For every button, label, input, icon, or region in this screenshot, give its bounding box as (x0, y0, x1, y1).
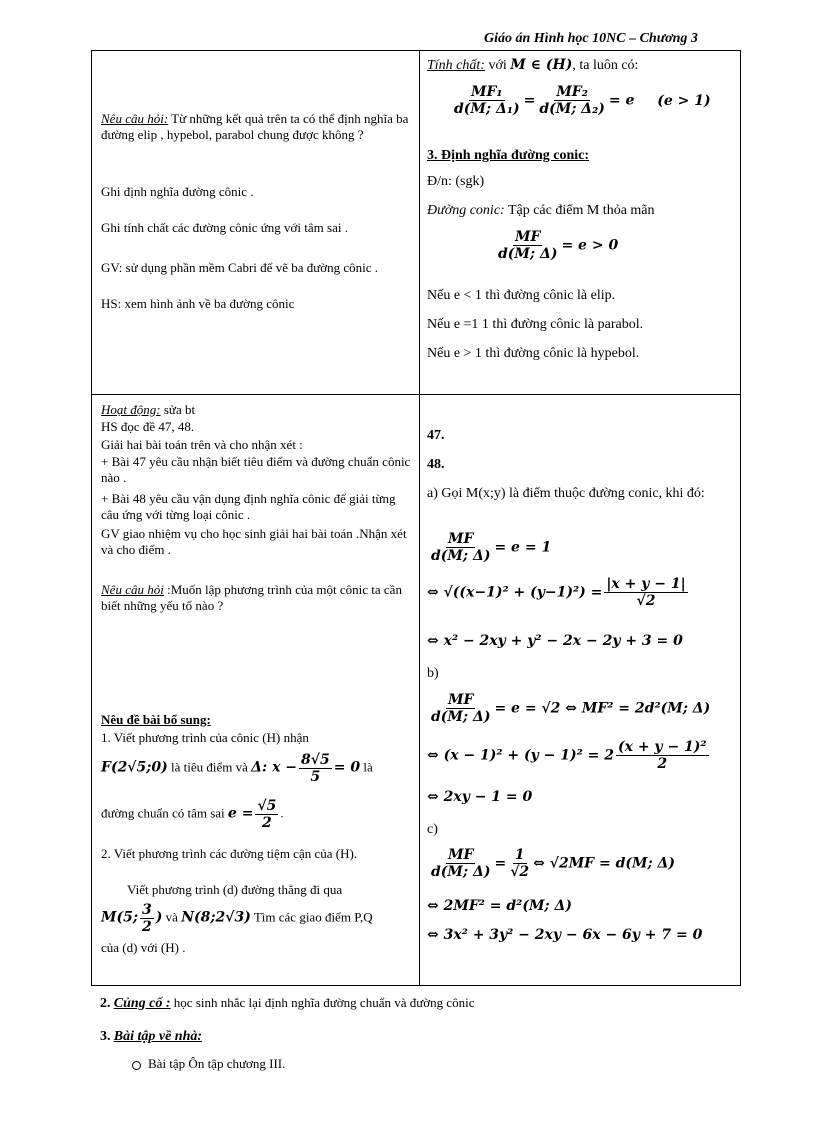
text: Tập các điểm M thỏa mãn (504, 203, 655, 218)
property-line (427, 57, 638, 74)
text: và (162, 909, 182, 925)
fraction-denominator: d(M; Δ) (498, 246, 558, 262)
item-number: 3. (100, 1029, 111, 1044)
b-equation-1 (427, 692, 710, 725)
text: :Muốn lập phương trình của một cônic ta cần biết những yếu tố nào ? (101, 582, 402, 613)
exercise-1: 1. Viết phương trình của cônic (H) nhận (101, 730, 309, 745)
table-row (92, 395, 741, 986)
conic-label: Đường conic: (427, 203, 505, 218)
bullet-icon (132, 1061, 141, 1070)
fraction-denominator: d(M; Δ) (431, 548, 491, 564)
exercise-3-points (101, 902, 373, 935)
text: Tìm các giao điểm P,Q (250, 909, 373, 925)
item-number: 2. (100, 996, 111, 1011)
question-label: Nêu câu hỏi: (101, 111, 169, 126)
exercise-3-end: của (d) với (H) . (101, 940, 186, 955)
paragraph: Ghi định nghĩa đường cônic . (101, 184, 254, 199)
text: với (484, 58, 511, 73)
row1-right-cell (420, 51, 741, 395)
fraction-denominator: √2 (636, 593, 656, 609)
a-equation-3: ⇔ x² − 2xy + y² − 2x − 2y + 3 = 0 (427, 633, 683, 649)
exercise-number: 47. (427, 428, 445, 443)
fraction-denominator: 5 (310, 769, 321, 785)
homework-text: Bài tập Ôn tập chương III. (148, 1056, 286, 1071)
text: sửa bt (160, 402, 196, 417)
paragraph: GV giao nhiệm vụ cho học sinh giải hai bài toán .Nhận xét và cho điểm . (101, 526, 407, 557)
property-label: Tính chất: (427, 58, 485, 73)
fraction-denominator: √2 (510, 864, 530, 880)
question-text: Từ những kết quả trên ta có thể định nghĩa ba đường elip , hypebol, parabol chung được không ? (101, 111, 409, 142)
fraction-denominator: d(M; Δ) (431, 864, 491, 880)
fraction-numerator: MF₁ (471, 84, 503, 100)
equation-tail: = e (608, 92, 635, 109)
equation-tail: = e = √2 ⇔ MF² = 2d²(M; Δ) (494, 700, 711, 717)
definition-line: Đ/n: (sgk) (427, 174, 485, 189)
homework-item (132, 1056, 285, 1072)
consolidation-label: Củng cố : (113, 996, 171, 1011)
equation-tail: ⇔ √2MF = d(M; Δ) (533, 855, 676, 872)
text: là tiêu điểm và (167, 759, 252, 775)
math-inline: M ∈ (H) (510, 57, 573, 73)
fraction-numerator: 1 (514, 847, 525, 863)
equals: = (494, 855, 507, 872)
text: học sinh nhắc lại định nghĩa đường chuẩn và đường cônic (170, 995, 475, 1010)
homework-label: Bài tập về nhà: (113, 1029, 203, 1044)
fraction-numerator: 8√5 (301, 752, 330, 768)
fraction-denominator: d(M; Δ₁) (454, 101, 520, 117)
case-hypebol: Nếu e > 1 thì đường cônic là hypebol. (427, 346, 640, 361)
exercise-number: 48. (427, 457, 445, 472)
fraction-numerator: |x + y − 1| (606, 576, 686, 592)
activity-line (101, 402, 195, 418)
question-label: Nêu câu hỏi (101, 582, 164, 597)
table-row (92, 51, 741, 395)
paragraph: Ghi tính chất các đường cônic ứng với tâm sai . (101, 220, 348, 235)
focus-point: F(2√5;0) (101, 759, 168, 776)
directrix: Δ: x − (251, 759, 298, 776)
c-equation-1 (427, 847, 675, 880)
fraction-numerator: MF (448, 531, 474, 547)
text: , ta luôn có: (572, 58, 639, 73)
equation-tail: = e > 0 (561, 237, 619, 254)
b-equation-3: ⇔ 2xy − 1 = 0 (427, 789, 533, 805)
page-header: Giáo án Hình học 10NC – Chương 3 (484, 31, 698, 46)
exercise-1-eccentricity (101, 798, 284, 831)
point-m: M(5; (101, 909, 139, 926)
fraction-numerator: (x + y − 1)² (617, 739, 707, 755)
conic-line (427, 202, 655, 219)
fraction-denominator: 2 (657, 756, 668, 772)
equation-2 (494, 229, 618, 262)
c-equation-3: ⇔ 3x² + 3y² − 2xy − 6x − 6y + 7 = 0 (427, 927, 703, 943)
question-2 (101, 582, 413, 614)
paren: ) (155, 909, 163, 926)
fraction-numerator: MF (448, 692, 474, 708)
consolidation-line (100, 995, 475, 1012)
equals-zero: = 0 (333, 759, 361, 776)
homework-line (100, 1028, 202, 1045)
equation-1: $\frac{\text{MF₁}}{\text{d(M; Δ₁)}}$ = $\frac{\text{MF₂}}{\text{d(M; Δ₂)}}$ = e (e > 1) (454, 84, 711, 117)
question-paragraph (101, 111, 413, 143)
exercise-2: 2. Viết phương trình các đường tiệm cận của (H). (101, 846, 358, 861)
part-c-label: c) (427, 822, 438, 837)
lesson-table (91, 50, 741, 986)
fraction-numerator: MF (448, 847, 474, 863)
paragraph: + Bài 47 yêu cầu nhận biết tiêu điểm và đường chuẩn cônic nào . (101, 454, 411, 485)
equation-left: ⇔ √((x−1)² + (y−1)²) = (427, 584, 603, 601)
a-equation-1 (427, 531, 551, 564)
case-elip: Nếu e < 1 thì đường cônic là elip. (427, 288, 616, 303)
case-parabol: Nếu e =1 1 thì đường cônic là parabol. (427, 317, 644, 332)
part-a-text: a) Gọi M(x;y) là điểm thuộc đường conic, khi đó: (427, 486, 705, 501)
fraction-numerator: √5 (257, 798, 277, 814)
fraction-denominator: d(M; Δ₂) (539, 101, 605, 117)
text: đường chuẩn có tâm sai (101, 805, 228, 821)
part-b-label: b) (427, 666, 439, 681)
section-title: 3. Định nghĩa đường conic: (427, 148, 590, 163)
equation-condition: (e > 1) (657, 92, 711, 109)
b-equation-2 (427, 739, 711, 772)
fraction-denominator: d(M; Δ) (431, 709, 491, 725)
fraction-denominator: 2 (262, 815, 272, 831)
eccentricity: e = (227, 805, 254, 822)
paragraph: GV: sử dụng phần mềm Cabri để vẽ ba đường cônic . (101, 260, 379, 275)
text: là (360, 759, 373, 775)
paragraph: + Bài 48 yêu cầu vận dụng định nghĩa cônic để giải từng câu ứng với từng loại cônic . (101, 491, 396, 522)
fraction-numerator: MF (515, 229, 541, 245)
paragraph: HS đọc đề 47, 48. (101, 419, 195, 434)
paragraph: HS: xem hình ảnh về ba đường cônic (101, 296, 295, 311)
row1-left-cell (92, 51, 420, 395)
a-equation-2 (427, 576, 690, 609)
fraction-denominator: 2 (142, 919, 152, 935)
row2-left-cell (92, 395, 420, 986)
supplement-title: Nêu đề bài bổ sung: (101, 712, 211, 727)
fraction-numerator: MF₂ (556, 84, 588, 100)
paragraph: Giải hai bài toán trên và cho nhận xét : (101, 437, 303, 452)
exercise-1-formula (101, 752, 373, 785)
fraction-numerator: 3 (142, 902, 152, 918)
text: . (280, 805, 284, 821)
activity-label: Hoạt động: (101, 402, 161, 417)
point-n: N(8;2√3) (181, 909, 251, 926)
c-equation-2: ⇔ 2MF² = d²(M; Δ) (427, 898, 572, 914)
equation-left: ⇔ (x − 1)² + (y − 1)² = 2 (427, 747, 614, 764)
exercise-3: Viết phương trình (d) đường thẳng đi qua (127, 882, 343, 897)
equation-tail: = e = 1 (494, 539, 552, 556)
row2-right-cell (420, 395, 741, 986)
